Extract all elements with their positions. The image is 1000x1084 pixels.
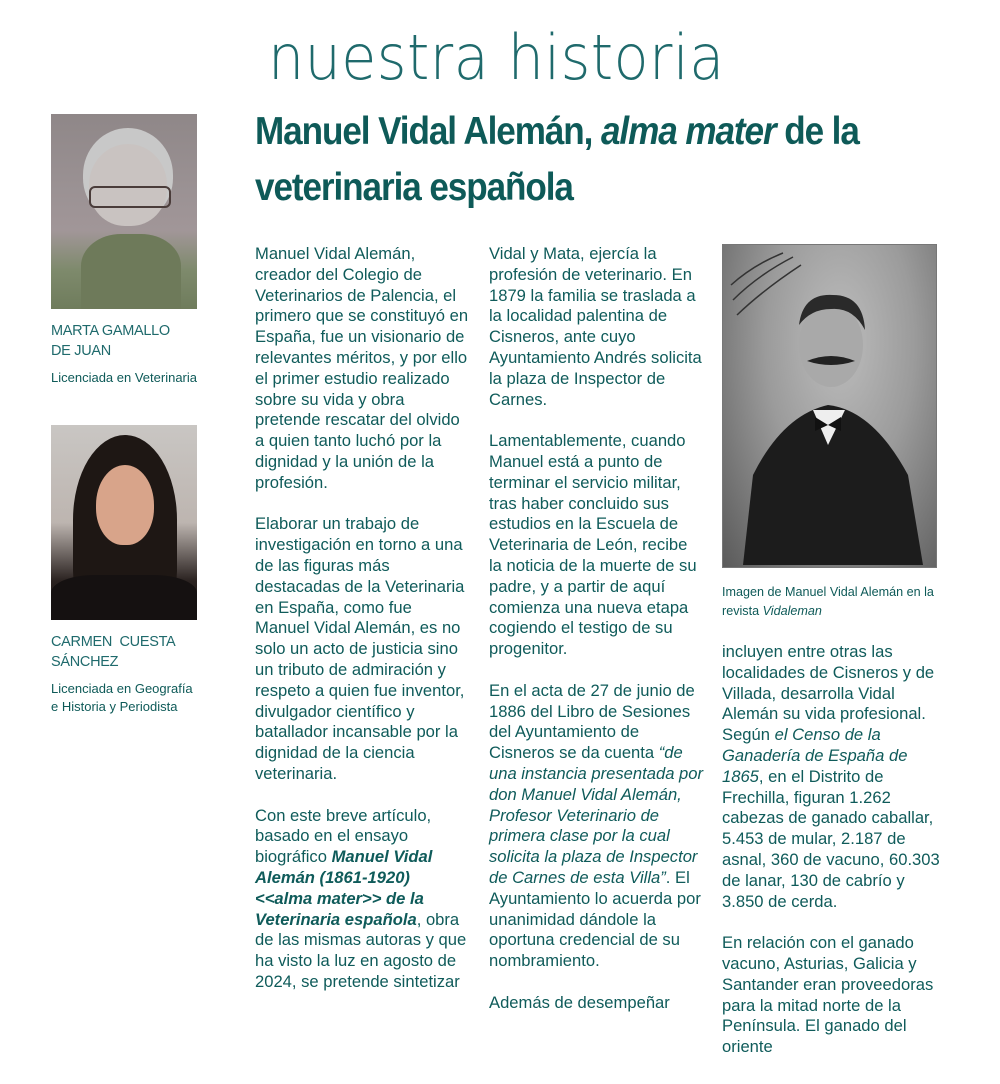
paragraph: Además de desempeñar	[489, 992, 670, 1012]
paragraph	[722, 642, 942, 912]
author-role-line2: e Historia y Periodista	[51, 699, 178, 714]
headline-italic: alma mater	[600, 110, 776, 153]
author-name-line1: MARTA GAMALLO	[51, 323, 170, 339]
paragraph: Manuel Vidal Alemán, creador del Colegio de Veterinarios de Palencia, el primero que se constituyó en España, fue un visionario de relevantes méritos, y por ello el primer estudio realizado sobre su vida y obra pretende rescatar del olvido a quien tanto luchó por la dignidad y la unión de la profesión.	[255, 244, 469, 492]
headline-part2: de la veterinaria española	[255, 110, 859, 209]
book-title: Manuel Vidal Alemán (1861-1920) <<alma mater>> de la Veterinaria española	[255, 847, 433, 929]
article-column-1	[255, 244, 470, 1013]
author-name-line2: SÁNCHEZ	[51, 654, 119, 670]
text-run: , obra de las mismas autoras y que ha visto la luz en agosto de 2024, se pretende sintetizar	[255, 909, 467, 991]
text-run: , en el Distrito de Frechilla, figuran 1.262 cabezas de ganado caballar, 5.453 de mular, 2.187 de asnal, 360 de vacuno, 60.303 de lanar, 130 de cabrío y 3.850 de cerda.	[722, 766, 940, 911]
author-role-line1: Licenciada en Geografía	[51, 681, 193, 696]
figure-caption	[722, 583, 952, 621]
quote: “de una instancia presentada por don Manuel Vidal Alemán, Profesor Veterinario de primera clase por la cual solicita la plaza de Inspector de Carnes de esta Villa”	[489, 743, 704, 887]
caption-text: Imagen de Manuel Vidal Alemán en la revista	[722, 585, 934, 618]
author-role	[51, 680, 231, 716]
paragraph	[489, 681, 704, 972]
author-role	[51, 369, 231, 387]
author-name-line1: CARMEN CUESTA	[51, 634, 176, 650]
author-photo-carmen	[51, 425, 197, 620]
text-run: Con este breve artículo, basado en el ensayo biográfico	[255, 805, 432, 867]
census-title: el Censo de la Ganadería de España de 1865	[722, 725, 908, 786]
author-name	[51, 321, 231, 361]
text-run: . El Ayuntamiento lo acuerda por unanimidad dándole la oportuna credencial de su nombramiento.	[489, 867, 701, 971]
paragraph: Elaborar un trabajo de investigación en torno a una de las figuras más destacadas de la Veterinaria en España, como fue Manuel Vidal Alemán, es no solo un acto de justicia sino un tributo de admiración y respeto a quien fue inventor, divulgador científico y batallador incansable por la dignidad de la ciencia veterinaria.	[255, 514, 465, 783]
article-headline	[255, 104, 885, 216]
author-card-2	[51, 425, 231, 716]
text-run: incluyen entre otras las localidades de Cisneros y de Villada, desarrolla Vidal Alemán su vida profesional. Según	[722, 642, 935, 745]
headline-part1: Manuel Vidal Alemán,	[255, 110, 601, 153]
paragraph	[255, 806, 470, 993]
text-run: En el acta de 27 de junio de 1886 del Libro de Sesiones del Ayuntamiento de Cisneros se da cuenta	[489, 680, 695, 763]
author-card-1	[51, 114, 231, 387]
caption-magazine: Vidaleman	[762, 604, 822, 618]
portrait-illustration	[723, 245, 936, 567]
article-column-3	[722, 642, 942, 1079]
historical-portrait-image	[722, 244, 937, 568]
author-name-line2: DE JUAN	[51, 343, 111, 359]
author-name	[51, 632, 231, 672]
section-title: nuestra historia	[268, 21, 725, 94]
paragraph: Vidal y Mata, ejercía la profesión de veterinario. En 1879 la familia se traslada a la localidad palentina de Cisneros, ante cuyo Ayuntamiento Andrés solicita la plaza de Inspector de Carnes.	[489, 244, 702, 409]
author-photo-marta	[51, 114, 197, 309]
author-role-line1: Licenciada en Veterinaria	[51, 370, 197, 385]
article-column-2	[489, 244, 704, 1034]
paragraph: En relación con el ganado vacuno, Asturias, Galicia y Santander eran proveedoras para la mitad norte de la Península. El ganado del oriente	[722, 933, 934, 1057]
paragraph: Lamentablemente, cuando Manuel está a punto de terminar el servicio militar, tras haber concluido sus estudios en la Escuela de Veterinaria de León, recibe la noticia de la muerte de su padre, y a partir de aquí comienza una nueva etapa cogiendo el testigo de su progenitor.	[489, 431, 697, 659]
